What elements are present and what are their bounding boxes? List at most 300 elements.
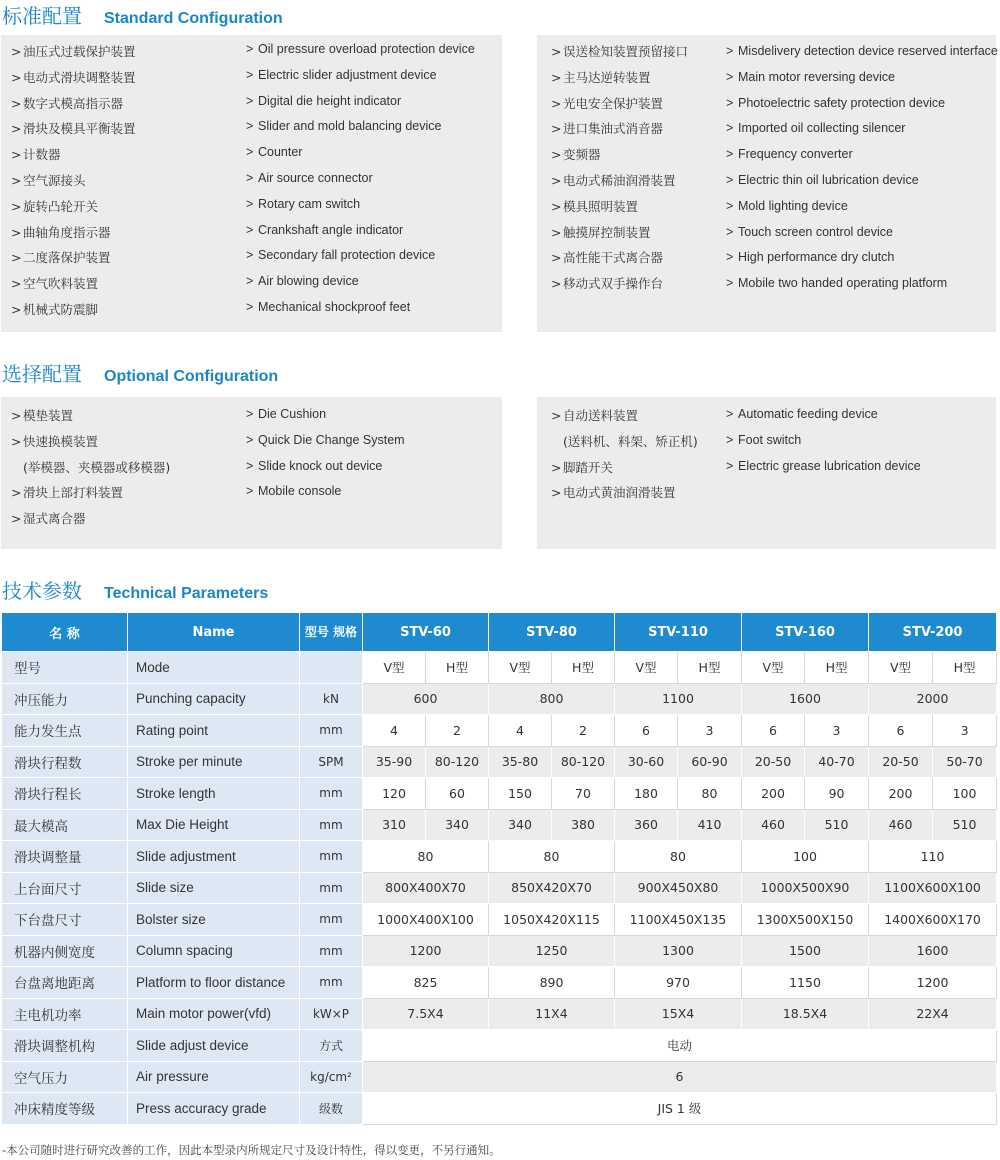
list-item-text: Die Cushion: [258, 407, 327, 421]
row-label-unit: mm: [300, 967, 363, 999]
chevron-right-icon: >: [551, 276, 562, 292]
list-item-text: Misdelivery detection device reserved interface: [738, 44, 998, 58]
table-cell: V型: [363, 652, 426, 684]
table-cell: 825: [363, 967, 489, 999]
table-cell: 410: [678, 809, 742, 841]
list-item-text: 滑块及模具平衡装置: [23, 121, 136, 137]
table-cell: 510: [805, 809, 869, 841]
chevron-right-icon: >: [11, 485, 22, 501]
table-cell: 1150: [742, 967, 869, 999]
chevron-right-icon: >: [246, 145, 254, 160]
list-item-text: 主马达逆转装置: [563, 69, 651, 85]
chevron-right-icon: >: [726, 44, 734, 58]
list-item-text: 触摸屏控制装置: [563, 224, 651, 240]
row-label-cn: 滑块调整机构: [2, 1030, 128, 1062]
table-cell: 2: [552, 715, 615, 747]
table-row: [2, 652, 997, 684]
table-cell: 6: [869, 715, 933, 747]
list-item-text: Secondary fall protection device: [258, 248, 436, 263]
list-item: [246, 192, 475, 218]
list-item: [726, 402, 921, 428]
chevron-right-icon: >: [551, 224, 562, 240]
list-item: [726, 220, 998, 246]
list-item-text: 误送检知装置预留接口: [563, 44, 689, 59]
standard-right-panel: [537, 35, 996, 332]
table-cell: 800: [489, 683, 615, 715]
row-label-cn: 机器内侧宽度: [2, 935, 128, 967]
chevron-right-icon: >: [246, 274, 254, 289]
chevron-right-icon: >: [246, 196, 254, 211]
list-item-text: 快速换模装置: [23, 433, 99, 449]
row-label-cn: 冲床精度等级: [2, 1093, 128, 1125]
footnote: -本公司随时进行研究改善的工作，因此本型录内所规定尺寸及设计特性，得以变更，不另行通知。: [2, 1143, 501, 1157]
table-cell: 850X420X70: [489, 872, 615, 904]
list-item: [11, 297, 136, 323]
list-item-text: Rotary cam switch: [258, 196, 361, 211]
list-item: [551, 65, 688, 91]
table-cell: 340: [426, 809, 489, 841]
chevron-right-icon: >: [246, 432, 254, 447]
list-item: [551, 194, 688, 220]
table-cell: H型: [678, 652, 742, 684]
row-label-en: Max Die Height: [128, 809, 300, 841]
optional-right-cn-list: [551, 403, 698, 506]
row-label-unit: mm: [300, 715, 363, 747]
list-item: [551, 403, 698, 429]
row-label-en: Slide adjustment: [128, 841, 300, 873]
chevron-right-icon: >: [11, 121, 22, 137]
table-cell: 100: [933, 778, 997, 810]
standard-config-title: [2, 0, 283, 29]
list-item: [726, 39, 998, 65]
optional-left-panel: [1, 397, 502, 549]
standard-title-en: Standard Configuration: [104, 10, 283, 27]
table-cell: 80-120: [552, 746, 615, 778]
chevron-right-icon: >: [551, 485, 562, 501]
list-item: [11, 142, 136, 168]
table-cell: 80: [363, 841, 489, 873]
list-item: [246, 295, 475, 321]
list-item: [11, 91, 136, 117]
table-cell: 6: [742, 715, 805, 747]
list-item-text: 空气吹料装置: [23, 276, 99, 292]
standard-left-panel: [1, 35, 502, 332]
table-cell: 60-90: [678, 746, 742, 778]
table-cell: 70: [552, 778, 615, 810]
row-label-unit: SPM: [300, 746, 363, 778]
chevron-right-icon: >: [551, 147, 562, 163]
list-item: [551, 271, 688, 297]
table-cell: 1000X400X100: [363, 904, 489, 936]
list-item-text: Crankshaft angle indicator: [258, 222, 404, 237]
list-item-text: 曲轴角度指示器: [23, 224, 111, 240]
table-cell: 4: [489, 715, 552, 747]
chevron-right-icon: >: [246, 42, 254, 56]
chevron-right-icon: >: [726, 172, 734, 187]
list-item: [11, 403, 170, 429]
list-item: [726, 65, 998, 91]
row-label-unit: mm: [300, 841, 363, 873]
chevron-right-icon: >: [551, 250, 562, 266]
list-item: [551, 455, 698, 481]
list-item-text: 模具照明装置: [563, 198, 639, 214]
chevron-right-icon: >: [726, 121, 734, 136]
table-cell: 360: [615, 809, 678, 841]
chevron-right-icon: >: [246, 222, 254, 237]
table-cell: 1200: [869, 967, 997, 999]
table-cell: 1100: [615, 683, 742, 715]
table-cell: 3: [805, 715, 869, 747]
optional-right-panel: [537, 397, 996, 549]
table-cell: H型: [933, 652, 997, 684]
chevron-right-icon: >: [246, 407, 254, 421]
list-item-text: Frequency converter: [738, 147, 853, 162]
table-cell: 80: [678, 778, 742, 810]
table-cell: 150: [489, 778, 552, 810]
row-label-cn: 最大模高: [2, 809, 128, 841]
list-item-text: Slide knock out device: [258, 458, 383, 473]
list-item: [11, 506, 170, 532]
table-cell: 35-90: [363, 746, 426, 778]
list-item: [246, 114, 475, 140]
list-item: [551, 142, 688, 168]
row-label-cn: 滑块调整量: [2, 841, 128, 873]
list-item-text: 电动式稀油润滑装置: [563, 172, 676, 188]
row-label-cn: 滑块行程数: [2, 746, 128, 778]
list-item: [11, 194, 136, 220]
list-item: [11, 480, 170, 506]
list-item: [551, 116, 688, 142]
table-cell: 60: [426, 778, 489, 810]
chevron-right-icon: >: [246, 170, 254, 185]
chevron-right-icon: >: [551, 408, 562, 423]
list-item-text: Touch screen control device: [738, 224, 893, 239]
list-item: [726, 454, 921, 480]
list-item-text: 模垫装置: [23, 408, 74, 423]
table-cell: 1000X500X90: [742, 872, 869, 904]
list-item: [726, 428, 921, 454]
table-header-row: [2, 613, 997, 652]
table-cell: 100: [742, 841, 869, 873]
list-item-text: 旋转凸轮开关: [23, 198, 99, 214]
chevron-right-icon: >: [726, 458, 734, 473]
table-cell: 40-70: [805, 746, 869, 778]
chevron-right-icon: >: [551, 459, 562, 475]
table-cell: 1400X600X170: [869, 904, 997, 936]
technical-title-cn: 技术参数: [2, 579, 82, 603]
standard-title-cn: 标准配置: [2, 4, 82, 28]
chevron-right-icon: >: [11, 408, 22, 423]
table-cell: 3: [933, 715, 997, 747]
chevron-right-icon: >: [551, 172, 562, 188]
chevron-right-icon: >: [726, 198, 734, 213]
table-cell: 30-60: [615, 746, 678, 778]
table-cell: 510: [933, 809, 997, 841]
row-label-en: Air pressure: [128, 1061, 300, 1093]
table-cell: V型: [742, 652, 805, 684]
list-item-text: 二度落保护装置: [23, 250, 111, 266]
list-item: [726, 194, 998, 220]
table-row: [2, 841, 997, 873]
table-cell: 50-70: [933, 746, 997, 778]
row-label-cn: 型号: [2, 652, 128, 684]
optional-title-cn: 选择配置: [2, 362, 82, 386]
list-item-text: 光电安全保护装置: [563, 95, 664, 111]
chevron-right-icon: >: [246, 93, 254, 108]
row-label-unit: mm: [300, 935, 363, 967]
chevron-right-icon: >: [726, 432, 734, 447]
table-cell: 7.5X4: [363, 998, 489, 1030]
list-item: [551, 220, 688, 246]
chevron-right-icon: >: [11, 250, 22, 266]
table-cell: JIS 1 级: [363, 1093, 997, 1125]
table-row: [2, 998, 997, 1030]
table-cell: H型: [426, 652, 489, 684]
list-item: [726, 245, 998, 271]
chevron-right-icon: >: [726, 224, 734, 239]
row-label-en: Platform to floor distance: [128, 967, 300, 999]
table-cell: 1600: [742, 683, 869, 715]
list-item: [551, 429, 698, 455]
row-label-cn: 冲压能力: [2, 683, 128, 715]
list-item-text: 空气源接头: [23, 172, 86, 188]
chevron-right-icon: >: [11, 224, 22, 240]
table-cell: 90: [805, 778, 869, 810]
chevron-right-icon: >: [11, 44, 22, 59]
table-cell: 600: [363, 683, 489, 715]
chevron-right-icon: >: [551, 198, 562, 214]
table-cell: V型: [489, 652, 552, 684]
list-item-text: 计数器: [23, 147, 61, 163]
table-cell: 80: [489, 841, 615, 873]
list-item: [11, 116, 136, 142]
list-item: [246, 428, 405, 454]
table-cell: 22X4: [869, 998, 997, 1030]
list-item-text: 进口集油式消音器: [563, 121, 664, 137]
table-cell: 80: [615, 841, 742, 873]
list-item: [246, 402, 405, 428]
technical-title-en: Technical Parameters: [104, 585, 269, 602]
list-item-text: Photoelectric safety protection device: [738, 95, 946, 110]
list-item-text: Imported oil collecting silencer: [738, 121, 906, 136]
list-item-text: 数字式模高指示器: [23, 95, 124, 111]
table-cell: 18.5X4: [742, 998, 869, 1030]
list-item-text: (举模器、夹模器或移模器): [23, 459, 171, 475]
row-label-en: Punching capacity: [128, 683, 300, 715]
table-cell: 4: [363, 715, 426, 747]
optional-title-en: Optional Configuration: [104, 368, 279, 385]
row-label-en: Stroke length: [128, 778, 300, 810]
table-cell: 20-50: [742, 746, 805, 778]
list-item-text: 油压式过载保护装置: [23, 44, 136, 59]
optional-left-cn-list: [11, 403, 170, 532]
table-cell: 120: [363, 778, 426, 810]
list-item-text: 机械式防震脚: [23, 301, 99, 317]
list-item: [726, 271, 998, 297]
row-label-en: Bolster size: [128, 904, 300, 936]
chevron-right-icon: >: [246, 67, 254, 82]
list-item: [246, 218, 475, 244]
chevron-right-icon: >: [551, 44, 562, 59]
row-label-en: Column spacing: [128, 935, 300, 967]
chevron-right-icon: >: [11, 147, 22, 163]
row-label-cn: 能力发生点: [2, 715, 128, 747]
table-cell: 11X4: [489, 998, 615, 1030]
list-item: [246, 269, 475, 295]
table-cell: 1250: [489, 935, 615, 967]
list-item-text: 变频器: [563, 147, 601, 163]
row-label-en: Rating point: [128, 715, 300, 747]
technical-parameters-table: [1, 612, 997, 1125]
standard-left-en-list: [246, 37, 475, 321]
table-cell: 1100X600X100: [869, 872, 997, 904]
list-item-text: 脚踏开关: [563, 459, 614, 475]
header-model: STV-200: [869, 613, 997, 652]
row-label-en: Main motor power(vfd): [128, 998, 300, 1030]
list-item-text: Air source connector: [258, 170, 373, 185]
list-item: [11, 455, 170, 481]
list-item-text: Electric slider adjustment device: [258, 67, 437, 82]
list-item-text: Electric thin oil lubrication device: [738, 172, 919, 187]
row-label-en: Slide adjust device: [128, 1030, 300, 1062]
list-item-text: Mobile console: [258, 484, 342, 499]
table-row: [2, 904, 997, 936]
list-item-text: Electric grease lubrication device: [738, 458, 921, 473]
chevron-right-icon: >: [11, 301, 22, 317]
table-row: [2, 778, 997, 810]
optional-left-en-list: [246, 402, 405, 505]
list-item: [551, 168, 688, 194]
table-cell: 1500: [742, 935, 869, 967]
chevron-right-icon: >: [246, 299, 254, 314]
table-cell: 180: [615, 778, 678, 810]
row-label-cn: 上台面尺寸: [2, 872, 128, 904]
chevron-right-icon: >: [11, 172, 22, 188]
list-item-text: Main motor reversing device: [738, 69, 896, 84]
standard-right-cn-list: [551, 39, 688, 297]
chevron-right-icon: >: [726, 95, 734, 110]
row-label-unit: mm: [300, 778, 363, 810]
table-cell: 1200: [363, 935, 489, 967]
header-model: STV-80: [489, 613, 615, 652]
list-item: [551, 245, 688, 271]
list-item-text: Foot switch: [738, 432, 802, 447]
chevron-right-icon: >: [726, 147, 734, 162]
row-label-en: Stroke per minute: [128, 746, 300, 778]
list-item: [11, 245, 136, 271]
table-cell: 1300: [615, 935, 742, 967]
header-model: STV-60: [363, 613, 489, 652]
list-item-text: Slider and mold balancing device: [258, 119, 442, 134]
row-label-en: Mode: [128, 652, 300, 684]
optional-config-title: [2, 358, 278, 387]
list-item: [726, 116, 998, 142]
list-item-text: 移动式双手操作台: [563, 276, 664, 292]
header-model: STV-160: [742, 613, 869, 652]
list-item-text: High performance dry clutch: [738, 250, 895, 265]
table-cell: 35-80: [489, 746, 552, 778]
table-cell: H型: [552, 652, 615, 684]
table-row: [2, 746, 997, 778]
chevron-right-icon: >: [246, 484, 254, 499]
list-item: [246, 479, 405, 505]
row-label-cn: 空气压力: [2, 1061, 128, 1093]
list-item: [11, 220, 136, 246]
row-label-unit: mm: [300, 904, 363, 936]
table-cell: 890: [489, 967, 615, 999]
header-unit: 型号 规格: [300, 613, 363, 652]
table-cell: 340: [489, 809, 552, 841]
table-cell: 20-50: [869, 746, 933, 778]
row-label-unit: 方式: [300, 1030, 363, 1062]
table-cell: 电动: [363, 1030, 997, 1062]
row-label-cn: 下台盘尺寸: [2, 904, 128, 936]
table-cell: 3: [678, 715, 742, 747]
row-label-unit: kW×P: [300, 998, 363, 1030]
table-cell: 460: [869, 809, 933, 841]
table-cell: 460: [742, 809, 805, 841]
table-cell: 110: [869, 841, 997, 873]
chevron-right-icon: >: [551, 69, 562, 85]
list-item: [246, 166, 475, 192]
row-label-unit: kg/cm²: [300, 1061, 363, 1093]
list-item-text: 电动式滑块调整装置: [23, 69, 136, 85]
list-item: [551, 480, 698, 506]
table-cell: 200: [742, 778, 805, 810]
chevron-right-icon: >: [726, 69, 734, 84]
optional-right-en-list: [726, 402, 921, 479]
table-cell: 310: [363, 809, 426, 841]
table-cell: V型: [869, 652, 933, 684]
list-item: [246, 454, 405, 480]
table-row: [2, 809, 997, 841]
list-item-text: Mold lighting device: [738, 198, 848, 213]
table-cell: 1600: [869, 935, 997, 967]
table-cell: 1050X420X115: [489, 904, 615, 936]
table-cell: 380: [552, 809, 615, 841]
list-item-text: Air blowing device: [258, 274, 359, 289]
list-item: [246, 243, 475, 269]
row-label-en: Slide size: [128, 872, 300, 904]
row-label-cn: 台盘离地距离: [2, 967, 128, 999]
standard-left-cn-list: [11, 39, 136, 323]
row-label-en: Press accuracy grade: [128, 1093, 300, 1125]
list-item-text: 滑块上部打料装置: [23, 485, 124, 501]
list-item: [726, 91, 998, 117]
list-item: [726, 168, 998, 194]
table-cell: 900X450X80: [615, 872, 742, 904]
chevron-right-icon: >: [11, 69, 22, 85]
table-cell: 1300X500X150: [742, 904, 869, 936]
header-model: STV-110: [615, 613, 742, 652]
table-cell: 6: [363, 1061, 997, 1093]
header-name-cn: 名 称: [2, 613, 128, 652]
chevron-right-icon: >: [726, 407, 734, 421]
list-item-text: 高性能干式离合器: [563, 250, 664, 266]
list-item-text: (送料机、料架、矫正机): [563, 433, 698, 449]
table-cell: 800X400X70: [363, 872, 489, 904]
table-row: [2, 967, 997, 999]
list-item-text: Automatic feeding device: [738, 407, 878, 421]
table-cell: 6: [615, 715, 678, 747]
list-item: [11, 429, 170, 455]
list-item-text: 湿式离合器: [23, 511, 86, 527]
table-row: [2, 1093, 997, 1125]
table-row: [2, 715, 997, 747]
chevron-right-icon: >: [246, 119, 254, 134]
table-cell: V型: [615, 652, 678, 684]
chevron-right-icon: >: [11, 276, 22, 292]
